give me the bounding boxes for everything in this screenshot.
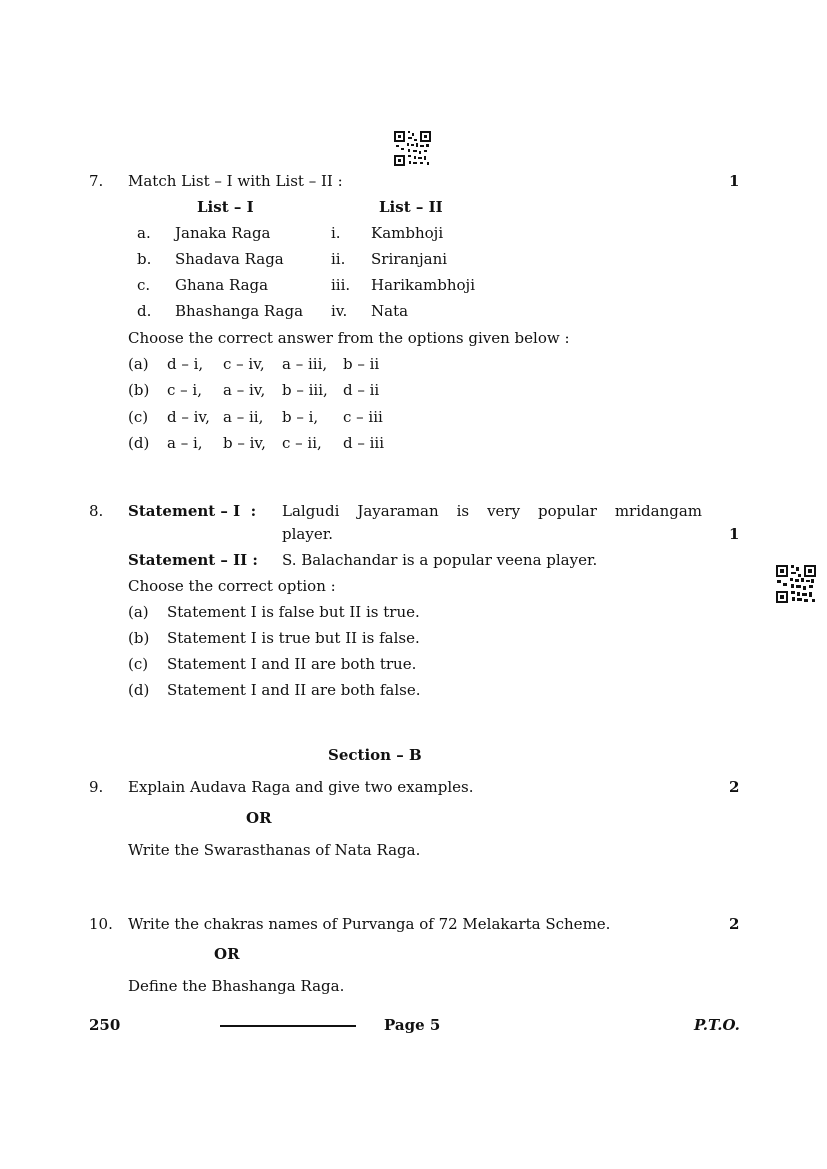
option-pair: c – ii, — [282, 434, 322, 452]
option-label: (d) — [128, 434, 150, 452]
list-1-label: b. — [137, 250, 152, 268]
option-label: (c) — [128, 408, 149, 426]
option-pair: d – iv, — [167, 408, 210, 426]
list-1-label: a. — [137, 224, 151, 242]
q8-marks: 1 — [729, 525, 740, 543]
option-pair: d – iii — [343, 434, 385, 452]
statement-2-text: S. Balachandar is a popular veena player. — [282, 551, 598, 569]
option-label: (a) — [128, 603, 149, 621]
option-pair: c – iii — [343, 408, 383, 426]
q9-alternative: Write the Swarasthanas of Nata Raga. — [128, 841, 421, 859]
list-2-header: List – II — [379, 198, 443, 216]
option-label: (a) — [128, 355, 149, 373]
option-pair: c – i, — [167, 381, 203, 399]
q7-number: 7. — [89, 172, 104, 190]
option-label: (b) — [128, 629, 150, 647]
list-1-label: c. — [137, 276, 151, 294]
paper-code: 250 — [89, 1016, 121, 1034]
list-2-item: Nata — [371, 302, 409, 320]
q9-number: 9. — [89, 778, 104, 796]
list-1-item: Ghana Raga — [175, 276, 269, 294]
q7-instruction: Choose the correct answer from the options given below : — [128, 329, 570, 347]
option-pair: a – iv, — [223, 381, 266, 399]
list-1-label: d. — [137, 302, 152, 320]
statement-2-label: Statement – II : — [128, 551, 258, 569]
qr-code-side — [776, 565, 816, 603]
list-2-label: i. — [331, 224, 341, 242]
qr-code-top — [394, 131, 431, 166]
list-1-item: Shadava Raga — [175, 250, 284, 268]
option-pair: d – i, — [167, 355, 204, 373]
q8-number: 8. — [89, 502, 104, 520]
option-pair: b – iii, — [282, 381, 328, 399]
page-number: Page 5 — [384, 1016, 441, 1034]
q10-number: 10. — [89, 915, 113, 933]
q7-marks: 1 — [729, 172, 740, 190]
option-text: Statement I is true but II is false. — [167, 629, 420, 647]
option-text: Statement I is false but II is true. — [167, 603, 420, 621]
list-2-item: Kambhoji — [371, 224, 444, 242]
q8-instruction: Choose the correct option : — [128, 577, 336, 595]
q9-marks: 2 — [729, 778, 740, 796]
option-label: (d) — [128, 681, 150, 699]
section-heading: Section – B — [328, 746, 422, 764]
q7-text: Match List – I with List – II : — [128, 172, 343, 190]
list-2-item: Sriranjani — [371, 250, 448, 268]
option-pair: a – iii, — [282, 355, 328, 373]
statement-1-text-cont: player. — [282, 525, 333, 543]
statement-1-label: Statement – I : — [128, 502, 257, 520]
footer-rule — [220, 1025, 356, 1027]
list-1-item: Janaka Raga — [175, 224, 271, 242]
option-pair: c – iv, — [223, 355, 265, 373]
list-1-header: List – I — [197, 198, 254, 216]
q10-alternative: Define the Bhashanga Raga. — [128, 977, 345, 995]
option-label: (c) — [128, 655, 149, 673]
option-pair: b – ii — [343, 355, 380, 373]
option-text: Statement I and II are both false. — [167, 681, 421, 699]
option-pair: b – iv, — [223, 434, 266, 452]
option-pair: a – i, — [167, 434, 203, 452]
option-pair: d – ii — [343, 381, 380, 399]
q10-text: Write the chakras names of Purvanga of 72 Melakarta Scheme. — [128, 915, 611, 933]
q9-or: OR — [246, 809, 272, 827]
statement-1-text: Lalgudi Jayaraman is very popular mridangam — [282, 502, 702, 520]
q10-or: OR — [214, 945, 240, 963]
q10-marks: 2 — [729, 915, 740, 933]
option-text: Statement I and II are both true. — [167, 655, 417, 673]
list-2-label: iv. — [331, 302, 348, 320]
list-2-label: ii. — [331, 250, 346, 268]
list-2-label: iii. — [331, 276, 351, 294]
list-1-item: Bhashanga Raga — [175, 302, 304, 320]
option-label: (b) — [128, 381, 150, 399]
option-pair: b – i, — [282, 408, 319, 426]
pto-label: P.T.O. — [694, 1016, 740, 1034]
q9-text: Explain Audava Raga and give two examples. — [128, 778, 474, 796]
option-pair: a – ii, — [223, 408, 264, 426]
list-2-item: Harikambhoji — [371, 276, 475, 294]
